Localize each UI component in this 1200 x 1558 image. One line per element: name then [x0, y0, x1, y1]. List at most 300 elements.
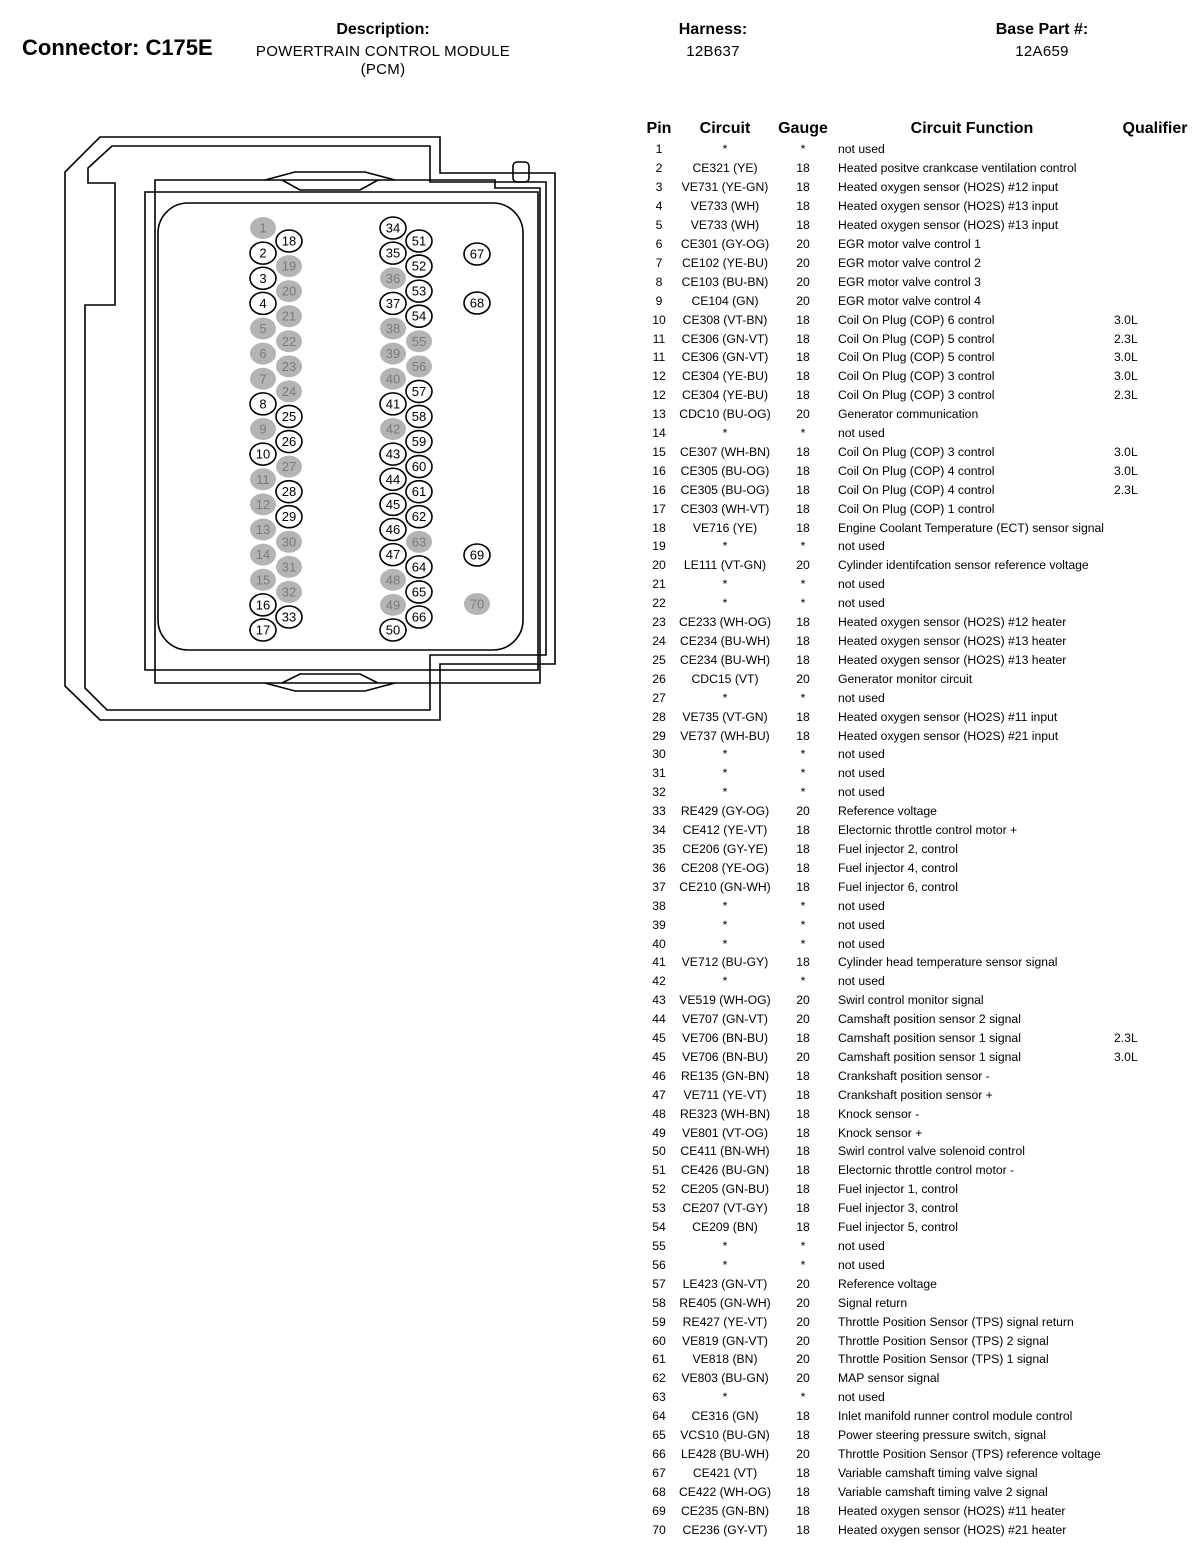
- latch-bottom-inner: [282, 674, 378, 683]
- cell-pin: 18: [652, 520, 666, 535]
- cell-function: Signal return: [838, 1295, 908, 1310]
- cell-qualifier: 3.0L: [1114, 1049, 1138, 1064]
- pin-table: [640, 118, 1200, 1539]
- cell-pin: 17: [652, 501, 666, 516]
- cell-pin: 49: [652, 1125, 666, 1140]
- table-row: [640, 480, 1200, 499]
- cell-pin: 33: [652, 804, 666, 819]
- pin-label-69: 69: [469, 547, 485, 563]
- pin-cavity-frame: [158, 203, 523, 650]
- cell-gauge: 20: [796, 236, 810, 251]
- cell-circuit: *: [722, 690, 728, 705]
- cell-gauge: *: [800, 539, 806, 554]
- cell-pin: 25: [652, 652, 666, 667]
- cell-function: Fuel injector 4, control: [838, 860, 958, 875]
- cell-pin: 5: [655, 218, 663, 233]
- cell-circuit: VE711 (YE-VT): [683, 1087, 767, 1102]
- cell-circuit: CE422 (WH-OG): [678, 1484, 772, 1499]
- pin-label-51: 51: [411, 233, 427, 249]
- cell-function: Electornic throttle control motor -: [838, 1163, 1015, 1178]
- table-row: [640, 1388, 1200, 1407]
- cell-gauge: 18: [796, 369, 810, 384]
- cell-function: Coil On Plug (COP) 4 control: [838, 463, 995, 478]
- cell-gauge: 20: [796, 804, 810, 819]
- pin-label-65: 65: [411, 584, 427, 600]
- cell-qualifier: [1110, 1293, 1200, 1312]
- cell-gauge: 18: [796, 463, 810, 478]
- cell-qualifier: [1110, 1369, 1200, 1388]
- cell-circuit: CDC10 (BU-OG): [679, 407, 771, 422]
- cell-circuit: LE423 (GN-VT): [682, 1276, 768, 1291]
- harness-block: [640, 20, 786, 61]
- cell-function: not used: [838, 917, 885, 932]
- cell-gauge: 18: [796, 180, 810, 195]
- pin-label-4: 4: [259, 295, 267, 311]
- cell-pin: 4: [655, 199, 663, 214]
- table-row: [640, 1501, 1200, 1520]
- housing-outer-outline: [65, 137, 555, 720]
- cell-gauge: 18: [796, 331, 810, 346]
- cell-function: Fuel injector 1, control: [838, 1182, 958, 1197]
- cell-qualifier: [1110, 1350, 1200, 1369]
- cell-circuit: RE323 (WH-BN): [679, 1106, 771, 1121]
- cell-pin: 34: [652, 823, 666, 838]
- table-row: [640, 329, 1200, 348]
- table-row: [640, 1048, 1200, 1067]
- cell-circuit: VE707 (GN-VT): [681, 1012, 768, 1027]
- cell-qualifier: [1110, 253, 1200, 272]
- cell-pin: 44: [652, 1012, 666, 1027]
- cell-qualifier: [1110, 896, 1200, 915]
- cell-function: Heated oxygen sensor (HO2S) #21 input: [838, 728, 1059, 743]
- cell-pin: 46: [652, 1068, 666, 1083]
- pin-label-13: 13: [255, 522, 271, 537]
- cell-function: not used: [838, 577, 885, 592]
- cell-function: Crankshaft position sensor +: [838, 1087, 993, 1102]
- table-row: [640, 1199, 1200, 1218]
- cell-qualifier: 3.0L: [1114, 463, 1138, 478]
- cell-circuit: *: [722, 596, 728, 611]
- pin-label-54: 54: [411, 308, 427, 324]
- cell-pin: 59: [652, 1314, 666, 1329]
- cell-pin: 24: [652, 634, 666, 649]
- cell-qualifier: 3.0L: [1114, 312, 1138, 327]
- cell-pin: 64: [652, 1409, 666, 1424]
- cell-circuit: VE733 (WH): [690, 199, 760, 214]
- cell-qualifier: [1110, 1445, 1200, 1464]
- table-row: [640, 1426, 1200, 1445]
- pin-label-17: 17: [255, 622, 271, 638]
- pin-label-3: 3: [259, 270, 267, 286]
- table-row: [640, 348, 1200, 367]
- cell-circuit: *: [722, 426, 728, 441]
- cell-function: Heated oxygen sensor (HO2S) #11 heater: [838, 1503, 1066, 1518]
- cell-circuit: VE706 (BN-BU): [681, 1049, 768, 1064]
- cell-gauge: 20: [796, 1446, 810, 1461]
- description-line2: (PCM): [360, 61, 406, 78]
- cell-qualifier: [1110, 1407, 1200, 1426]
- cell-qualifier: [1110, 197, 1200, 216]
- pin-label-31: 31: [281, 559, 297, 575]
- cell-pin: 58: [652, 1295, 666, 1310]
- cell-gauge: 20: [796, 1276, 810, 1291]
- cell-gauge: 20: [796, 407, 810, 422]
- cell-gauge: 18: [796, 1484, 810, 1499]
- header-circuit: Circuit: [699, 120, 751, 137]
- cell-qualifier: [1110, 991, 1200, 1010]
- cell-gauge: 18: [796, 1068, 810, 1083]
- table-row: [640, 764, 1200, 783]
- table-row: [640, 556, 1200, 575]
- cell-qualifier: [1110, 1482, 1200, 1501]
- cell-gauge: 18: [796, 312, 810, 327]
- pin-label-8: 8: [259, 396, 267, 412]
- pin-label-47: 47: [385, 547, 401, 563]
- cell-pin: 56: [652, 1257, 666, 1272]
- pin-label-5: 5: [259, 321, 267, 336]
- cell-circuit: CE306 (GN-VT): [681, 350, 769, 365]
- cell-gauge: 20: [796, 1352, 810, 1367]
- cell-circuit: VE735 (VT-GN): [682, 709, 768, 724]
- table-row: [640, 991, 1200, 1010]
- cell-pin: 69: [652, 1503, 666, 1518]
- table-row: [640, 707, 1200, 726]
- cell-circuit: CE316 (GN): [691, 1409, 759, 1424]
- cell-circuit: *: [722, 142, 728, 157]
- cell-gauge: 20: [796, 1049, 810, 1064]
- cell-qualifier: 3.0L: [1114, 444, 1138, 459]
- cell-function: EGR motor valve control 4: [838, 293, 981, 308]
- cell-pin: 10: [652, 312, 666, 327]
- cell-qualifier: [1110, 783, 1200, 802]
- pin-label-9: 9: [259, 421, 267, 437]
- cell-circuit: VE733 (WH): [690, 218, 760, 233]
- cell-circuit: LE111 (VT-GN): [683, 558, 767, 573]
- cell-qualifier: [1110, 140, 1200, 159]
- cell-circuit: VE716 (YE): [692, 520, 758, 535]
- cell-function: Variable camshaft timing valve 2 signal: [838, 1484, 1048, 1499]
- table-row: [640, 1293, 1200, 1312]
- cell-qualifier: [1110, 821, 1200, 840]
- cell-gauge: *: [800, 785, 806, 800]
- cell-gauge: 18: [796, 615, 810, 630]
- cell-function: Fuel injector 5, control: [838, 1220, 958, 1235]
- cell-gauge: 18: [796, 1182, 810, 1197]
- cell-qualifier: [1110, 1180, 1200, 1199]
- cell-qualifier: [1110, 745, 1200, 764]
- cell-qualifier: [1110, 272, 1200, 291]
- cell-qualifier: [1110, 915, 1200, 934]
- cell-circuit: CE209 (BN): [692, 1220, 758, 1235]
- cell-qualifier: [1110, 877, 1200, 896]
- table-row: [640, 1010, 1200, 1029]
- cell-gauge: 18: [796, 444, 810, 459]
- cell-function: Knock sensor -: [838, 1106, 920, 1121]
- cell-pin: 12: [652, 369, 666, 384]
- cell-function: Heated oxygen sensor (HO2S) #11 input: [838, 709, 1058, 724]
- cell-circuit: RE135 (GN-BN): [680, 1068, 770, 1083]
- cell-qualifier: [1110, 537, 1200, 556]
- cell-gauge: 20: [796, 274, 810, 289]
- cell-gauge: *: [800, 766, 806, 781]
- cell-pin: 66: [652, 1446, 666, 1461]
- table-row: [640, 613, 1200, 632]
- pin-table-body: [640, 140, 1200, 1539]
- cell-qualifier: [1110, 235, 1200, 254]
- pin-label-70: 70: [469, 596, 485, 612]
- cell-function: not used: [838, 974, 885, 989]
- cell-function: not used: [838, 1239, 885, 1254]
- cell-function: Cylinder head temperature sensor signal: [838, 955, 1058, 970]
- cell-function: Electornic throttle control motor +: [838, 823, 1018, 838]
- cell-gauge: 18: [796, 199, 810, 214]
- cell-circuit: CE321 (YE): [692, 161, 758, 176]
- pin-label-1: 1: [259, 220, 267, 236]
- cell-qualifier: [1110, 159, 1200, 178]
- cell-pin: 70: [652, 1522, 666, 1537]
- cell-gauge: 18: [796, 1106, 810, 1121]
- table-row: [640, 197, 1200, 216]
- pin-array: [250, 217, 490, 641]
- cell-gauge: 18: [796, 1087, 810, 1102]
- table-row: [640, 1331, 1200, 1350]
- pin-label-12: 12: [255, 496, 271, 512]
- cell-circuit: *: [722, 1257, 728, 1272]
- cell-function: Power steering pressure switch, signal: [838, 1428, 1046, 1443]
- cell-pin: 29: [652, 728, 666, 743]
- cell-qualifier: [1110, 858, 1200, 877]
- cell-qualifier: [1110, 1463, 1200, 1482]
- pin-label-68: 68: [469, 295, 485, 311]
- cell-gauge: *: [800, 577, 806, 592]
- cell-circuit: CE303 (WH-VT): [680, 501, 770, 516]
- cell-circuit: CE102 (YE-BU): [681, 255, 768, 270]
- cell-gauge: 18: [796, 1465, 810, 1480]
- cell-circuit: *: [722, 577, 728, 592]
- cell-pin: 15: [652, 444, 666, 459]
- pin-label-60: 60: [411, 459, 427, 475]
- cell-pin: 52: [652, 1182, 666, 1197]
- cell-gauge: 18: [796, 1428, 810, 1443]
- header-pin: Pin: [646, 120, 672, 137]
- cell-qualifier: [1110, 707, 1200, 726]
- cell-pin: 6: [655, 236, 663, 251]
- pin-label-53: 53: [411, 283, 427, 299]
- base-part-value: 12A659: [1015, 43, 1069, 60]
- cell-function: Throttle Position Sensor (TPS) 2 signal: [838, 1333, 1049, 1348]
- cell-pin: 21: [652, 577, 666, 592]
- header-function: Circuit Function: [910, 120, 1034, 137]
- cell-circuit: RE429 (GY-OG): [680, 804, 770, 819]
- cell-function: Swirl control valve solenoid control: [838, 1144, 1025, 1159]
- pin-label-50: 50: [385, 622, 401, 638]
- cell-circuit: RE405 (GN-WH): [679, 1295, 771, 1310]
- pin-label-16: 16: [255, 597, 271, 613]
- cell-pin: 41: [652, 955, 666, 970]
- cell-gauge: 18: [796, 823, 810, 838]
- cell-circuit: CE208 (YE-OG): [680, 860, 770, 875]
- pin-label-37: 37: [385, 295, 401, 311]
- cell-function: Camshaft position sensor 1 signal: [838, 1049, 1021, 1064]
- cell-gauge: 20: [796, 671, 810, 686]
- cell-circuit: *: [722, 1239, 728, 1254]
- table-header-row: [640, 118, 1200, 140]
- cell-qualifier: [1110, 934, 1200, 953]
- cell-qualifier: [1110, 594, 1200, 613]
- cell-circuit: CE306 (GN-VT): [681, 331, 769, 346]
- table-row: [640, 367, 1200, 386]
- pin-label-39: 39: [385, 346, 401, 362]
- header-qualifier: Qualifier: [1122, 120, 1188, 137]
- cell-pin: 1: [655, 142, 663, 157]
- cell-function: MAP sensor signal: [838, 1371, 940, 1386]
- cell-circuit: CE103 (BU-BN): [681, 274, 769, 289]
- cell-circuit: *: [722, 917, 728, 932]
- cell-gauge: 18: [796, 350, 810, 365]
- cell-qualifier: [1110, 1010, 1200, 1029]
- cell-function: not used: [838, 426, 885, 441]
- cell-function: Engine Coolant Temperature (ECT) sensor signal: [838, 520, 1104, 535]
- cell-pin: 47: [652, 1087, 666, 1102]
- cell-pin: 30: [652, 747, 666, 762]
- cell-circuit: LE428 (BU-WH): [680, 1446, 770, 1461]
- pin-label-19: 19: [281, 258, 297, 274]
- cell-qualifier: [1110, 764, 1200, 783]
- pin-label-6: 6: [259, 346, 267, 362]
- cell-qualifier: [1110, 1161, 1200, 1180]
- cell-function: Swirl control monitor signal: [838, 993, 984, 1008]
- cell-function: not used: [838, 747, 885, 762]
- latch-top-inner: [282, 180, 378, 190]
- table-row: [640, 1369, 1200, 1388]
- cell-function: Heated positve crankcase ventilation control: [838, 161, 1077, 176]
- cell-circuit: CE205 (GN-BU): [680, 1182, 770, 1197]
- pin-label-32: 32: [281, 584, 297, 600]
- cell-pin: 55: [652, 1239, 666, 1254]
- table-row: [640, 1407, 1200, 1426]
- cell-function: EGR motor valve control 2: [838, 255, 981, 270]
- cell-function: Camshaft position sensor 1 signal: [838, 1031, 1021, 1046]
- cell-pin: 35: [652, 841, 666, 856]
- cell-circuit: CE411 (BN-WH): [680, 1144, 770, 1159]
- cell-qualifier: [1110, 802, 1200, 821]
- cell-gauge: 18: [796, 841, 810, 856]
- cell-gauge: 18: [796, 728, 810, 743]
- cell-gauge: 18: [796, 634, 810, 649]
- housing-inner-outline: [85, 146, 546, 710]
- base-part-block: [962, 20, 1122, 61]
- cell-gauge: 18: [796, 1125, 810, 1140]
- pin-label-58: 58: [411, 408, 427, 424]
- table-row: [640, 1029, 1200, 1048]
- cell-function: Heated oxygen sensor (HO2S) #13 heater: [838, 652, 1067, 667]
- cell-circuit: CDC15 (VT): [691, 671, 759, 686]
- cell-pin: 11: [652, 350, 666, 365]
- cell-gauge: 18: [796, 1201, 810, 1216]
- table-row: [640, 877, 1200, 896]
- pin-label-46: 46: [385, 522, 401, 537]
- pin-label-26: 26: [281, 434, 297, 450]
- cell-pin: 19: [652, 539, 666, 554]
- cell-qualifier: [1110, 1104, 1200, 1123]
- cell-gauge: *: [800, 974, 806, 989]
- cell-pin: 14: [652, 426, 666, 441]
- table-row: [640, 1237, 1200, 1256]
- table-row: [640, 272, 1200, 291]
- pin-label-41: 41: [385, 396, 401, 412]
- cell-pin: 67: [652, 1465, 666, 1480]
- cell-circuit: VE737 (WH-BU): [680, 728, 770, 743]
- table-row: [640, 858, 1200, 877]
- pin-label-62: 62: [411, 509, 427, 525]
- cell-pin: 26: [652, 671, 666, 686]
- pin-label-35: 35: [385, 245, 401, 261]
- cell-qualifier: [1110, 1218, 1200, 1237]
- pin-label-30: 30: [281, 534, 297, 550]
- cell-circuit: CE233 (WH-OG): [678, 615, 772, 630]
- cell-function: Heated oxygen sensor (HO2S) #12 input: [838, 180, 1059, 195]
- cell-gauge: 18: [796, 1503, 810, 1518]
- cell-function: Heated oxygen sensor (HO2S) #12 heater: [838, 615, 1067, 630]
- cell-pin: 20: [652, 558, 666, 573]
- key-slot: [513, 162, 529, 182]
- cell-qualifier: [1110, 1255, 1200, 1274]
- cell-circuit: CE421 (VT): [692, 1465, 758, 1480]
- table-row: [640, 1255, 1200, 1274]
- cell-pin: 3: [655, 180, 663, 195]
- cell-gauge: *: [800, 690, 806, 705]
- table-row: [640, 802, 1200, 821]
- table-row: [640, 1180, 1200, 1199]
- cell-pin: 68: [652, 1484, 666, 1499]
- cell-gauge: 18: [796, 652, 810, 667]
- cell-pin: 61: [652, 1352, 666, 1367]
- cell-function: Heated oxygen sensor (HO2S) #13 input: [838, 218, 1059, 233]
- description-label: Description:: [336, 21, 430, 38]
- pin-label-40: 40: [385, 371, 401, 387]
- table-row: [640, 518, 1200, 537]
- cell-function: Throttle Position Sensor (TPS) signal return: [838, 1314, 1074, 1329]
- cell-circuit: *: [722, 898, 728, 913]
- cell-gauge: 18: [796, 388, 810, 403]
- cell-gauge: 18: [796, 955, 810, 970]
- cell-gauge: 20: [796, 1295, 810, 1310]
- latch-bottom: [265, 683, 395, 691]
- cell-pin: 50: [652, 1144, 666, 1159]
- pin-label-63: 63: [411, 534, 427, 550]
- cell-pin: 27: [652, 690, 666, 705]
- pin-label-21: 21: [281, 308, 297, 324]
- cell-function: Variable camshaft timing valve signal: [838, 1465, 1038, 1480]
- pin-label-2: 2: [259, 245, 267, 261]
- pin-label-67: 67: [469, 246, 485, 262]
- pin-label-29: 29: [281, 509, 297, 525]
- cell-qualifier: [1110, 1274, 1200, 1293]
- cell-gauge: *: [800, 426, 806, 441]
- cell-gauge: 18: [796, 709, 810, 724]
- cell-gauge: 18: [796, 218, 810, 233]
- cell-circuit: CE304 (YE-BU): [681, 369, 768, 384]
- pin-label-20: 20: [281, 283, 297, 299]
- cell-gauge: *: [800, 596, 806, 611]
- cell-gauge: 18: [796, 1522, 810, 1537]
- connector-face-diagram: [0, 0, 600, 740]
- cell-circuit: VE818 (BN): [692, 1352, 758, 1367]
- latch-top: [265, 172, 395, 180]
- cell-pin: 62: [652, 1371, 666, 1386]
- cell-qualifier: [1110, 1237, 1200, 1256]
- pin-label-61: 61: [411, 484, 427, 500]
